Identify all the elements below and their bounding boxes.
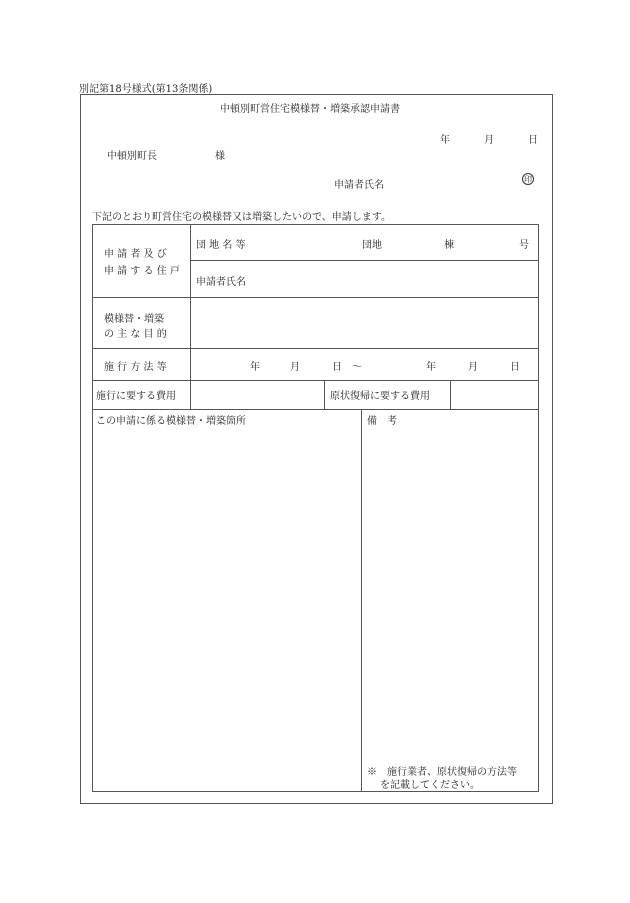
date-year-label: 年	[440, 135, 450, 146]
cost-column-divider	[324, 380, 325, 409]
end-month-label: 月	[468, 362, 478, 373]
table-border-bottom	[92, 791, 539, 792]
remarks-label: 備 考	[367, 416, 397, 427]
construction-cost-label: 施行に要する費用	[96, 391, 176, 402]
seal-icon: 印	[524, 175, 532, 184]
start-month-label: 月	[290, 362, 300, 373]
applicant-name-label: 申請者氏名	[334, 180, 384, 191]
purpose-field[interactable]	[192, 299, 536, 346]
table-row-divider	[92, 409, 539, 410]
date-month-label: 月	[484, 135, 494, 146]
remarks-field[interactable]	[363, 426, 536, 756]
remarks-note: を記載してください。	[380, 780, 480, 791]
estate-suffix: 団地	[362, 240, 382, 251]
building-number-field[interactable]	[386, 226, 442, 258]
estate-name-label: 団 地 名 等	[196, 240, 246, 251]
end-year-label: 年	[426, 362, 436, 373]
remarks-note: ※ 施行業者、原状復帰の方法等	[367, 767, 517, 778]
purpose-label: 模様替・増築	[104, 314, 164, 325]
purpose-label: の 主 な 目 的	[104, 329, 167, 340]
applicant-name-field[interactable]	[262, 262, 536, 295]
method-label: 施 行 方 法 等	[104, 362, 167, 373]
table-border-right	[538, 224, 539, 791]
location-field[interactable]	[94, 426, 359, 789]
cost-column-divider	[450, 380, 451, 409]
form-reference: 別記第18号様式(第13条関係)	[79, 84, 213, 95]
location-label: この申請に係る模様替・増築箇所	[96, 416, 246, 427]
start-day-label: 日	[332, 362, 342, 373]
table-row-divider	[92, 348, 539, 349]
date-day-label: 日	[528, 135, 538, 146]
building-suffix: 棟	[444, 240, 454, 251]
table-border-left	[92, 224, 93, 791]
unit-suffix: 号	[519, 240, 529, 251]
unit-number-field[interactable]	[460, 226, 516, 258]
addressee: 中頓別町長	[107, 151, 157, 162]
table-border-top	[92, 224, 539, 225]
table-row-divider	[190, 260, 539, 261]
applicant-address-label: 申 請 す る 住 戸	[104, 266, 180, 277]
restoration-cost-label: 原状復帰に要する費用	[330, 391, 430, 402]
application-statement: 下記のとおり町営住宅の模様替又は増築したいので、申請します。	[92, 212, 391, 223]
estate-name-field[interactable]	[256, 226, 356, 258]
restoration-cost-field[interactable]	[452, 382, 536, 407]
table-row-divider	[92, 297, 539, 298]
construction-period-field[interactable]	[192, 350, 536, 378]
honorific: 様	[215, 151, 225, 162]
construction-cost-field[interactable]	[192, 382, 322, 407]
table-row-divider	[92, 380, 539, 381]
table-label-column-divider	[190, 224, 191, 409]
remarks-column-divider	[361, 409, 362, 791]
applicant-name-row-label: 申請者氏名	[196, 277, 246, 288]
form-title: 中頓別町営住宅模様替・増築承認申請書	[220, 104, 400, 115]
applicant-address-label: 申 請 者 及 び	[104, 249, 167, 260]
period-separator: ～	[352, 362, 362, 373]
start-year-label: 年	[250, 362, 260, 373]
end-day-label: 日	[510, 362, 520, 373]
